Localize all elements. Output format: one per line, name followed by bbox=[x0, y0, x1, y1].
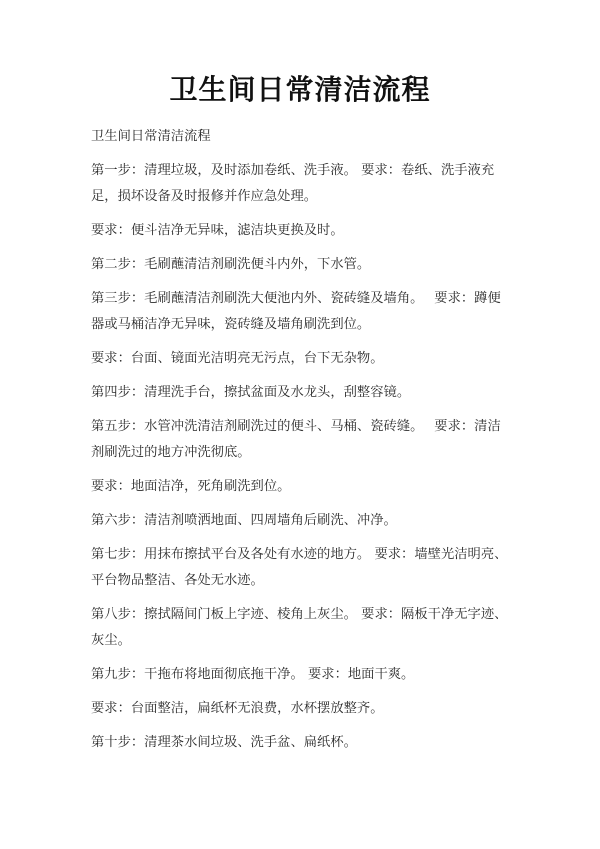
step-1-paragraph: 第一步：清理垃圾，及时添加卷纸、洗手液。 要求：卷纸、洗手液充足，损坏设备及时报修并作应急处理。 bbox=[91, 163, 495, 204]
requirement-paragraph: 要求：地面洁净，死角刷洗到位。 bbox=[91, 479, 291, 494]
step-7-paragraph: 第七步：用抹布擦拭平台及各处有水迹的地方。 要求：墙壁光洁明亮、平台物品整洁、各处无水迹。 bbox=[91, 547, 508, 588]
step-6-paragraph: 第六步：清洁剂喷洒地面、四周墙角后刷洗、冲净。 bbox=[91, 513, 397, 528]
step-4-paragraph: 第四步：清理洗手台，擦拭盆面及水龙头，刮整容镜。 bbox=[91, 385, 411, 400]
requirement-paragraph: 要求：台面整洁，扁纸杯无浪费，水杯摆放整齐。 bbox=[91, 701, 384, 716]
step-3-paragraph: 第三步：毛刷蘸清洁剂刷洗大便池内外、瓷砖缝及墙角。 要求：蹲便器或马桶洁净无异味，瓷砖缝及墙角刷洗到位。 bbox=[91, 291, 501, 332]
step-9-paragraph: 第九步：干拖布将地面彻底拖干净。 要求：地面干爽。 bbox=[91, 667, 415, 682]
requirement-paragraph: 要求：便斗洁净无异味，滤洁块更换及时。 bbox=[91, 223, 344, 238]
requirement-paragraph: 要求：台面、镜面光洁明亮无污点，台下无杂物。 bbox=[91, 351, 384, 366]
step-8-paragraph: 第八步：擦拭隔间门板上字迹、棱角上灰尘。 要求：隔板干净无字迹、灰尘。 bbox=[91, 607, 508, 648]
step-10-paragraph: 第十步：清理茶水间垃圾、洗手盆、扁纸杯。 bbox=[91, 735, 357, 750]
subtitle-paragraph: 卫生间日常清洁流程 bbox=[91, 129, 211, 144]
document-body bbox=[91, 124, 511, 764]
step-2-paragraph: 第二步：毛刷蘸清洁剂刷洗便斗内外，下水管。 bbox=[91, 257, 371, 272]
document-title: 卫生间日常清洁流程 bbox=[169, 73, 431, 106]
step-5-paragraph: 第五步：水管冲洗清洁剂刷洗过的便斗、马桶、瓷砖缝。 要求：清洁剂刷洗过的地方冲洗彻底。 bbox=[91, 419, 501, 460]
